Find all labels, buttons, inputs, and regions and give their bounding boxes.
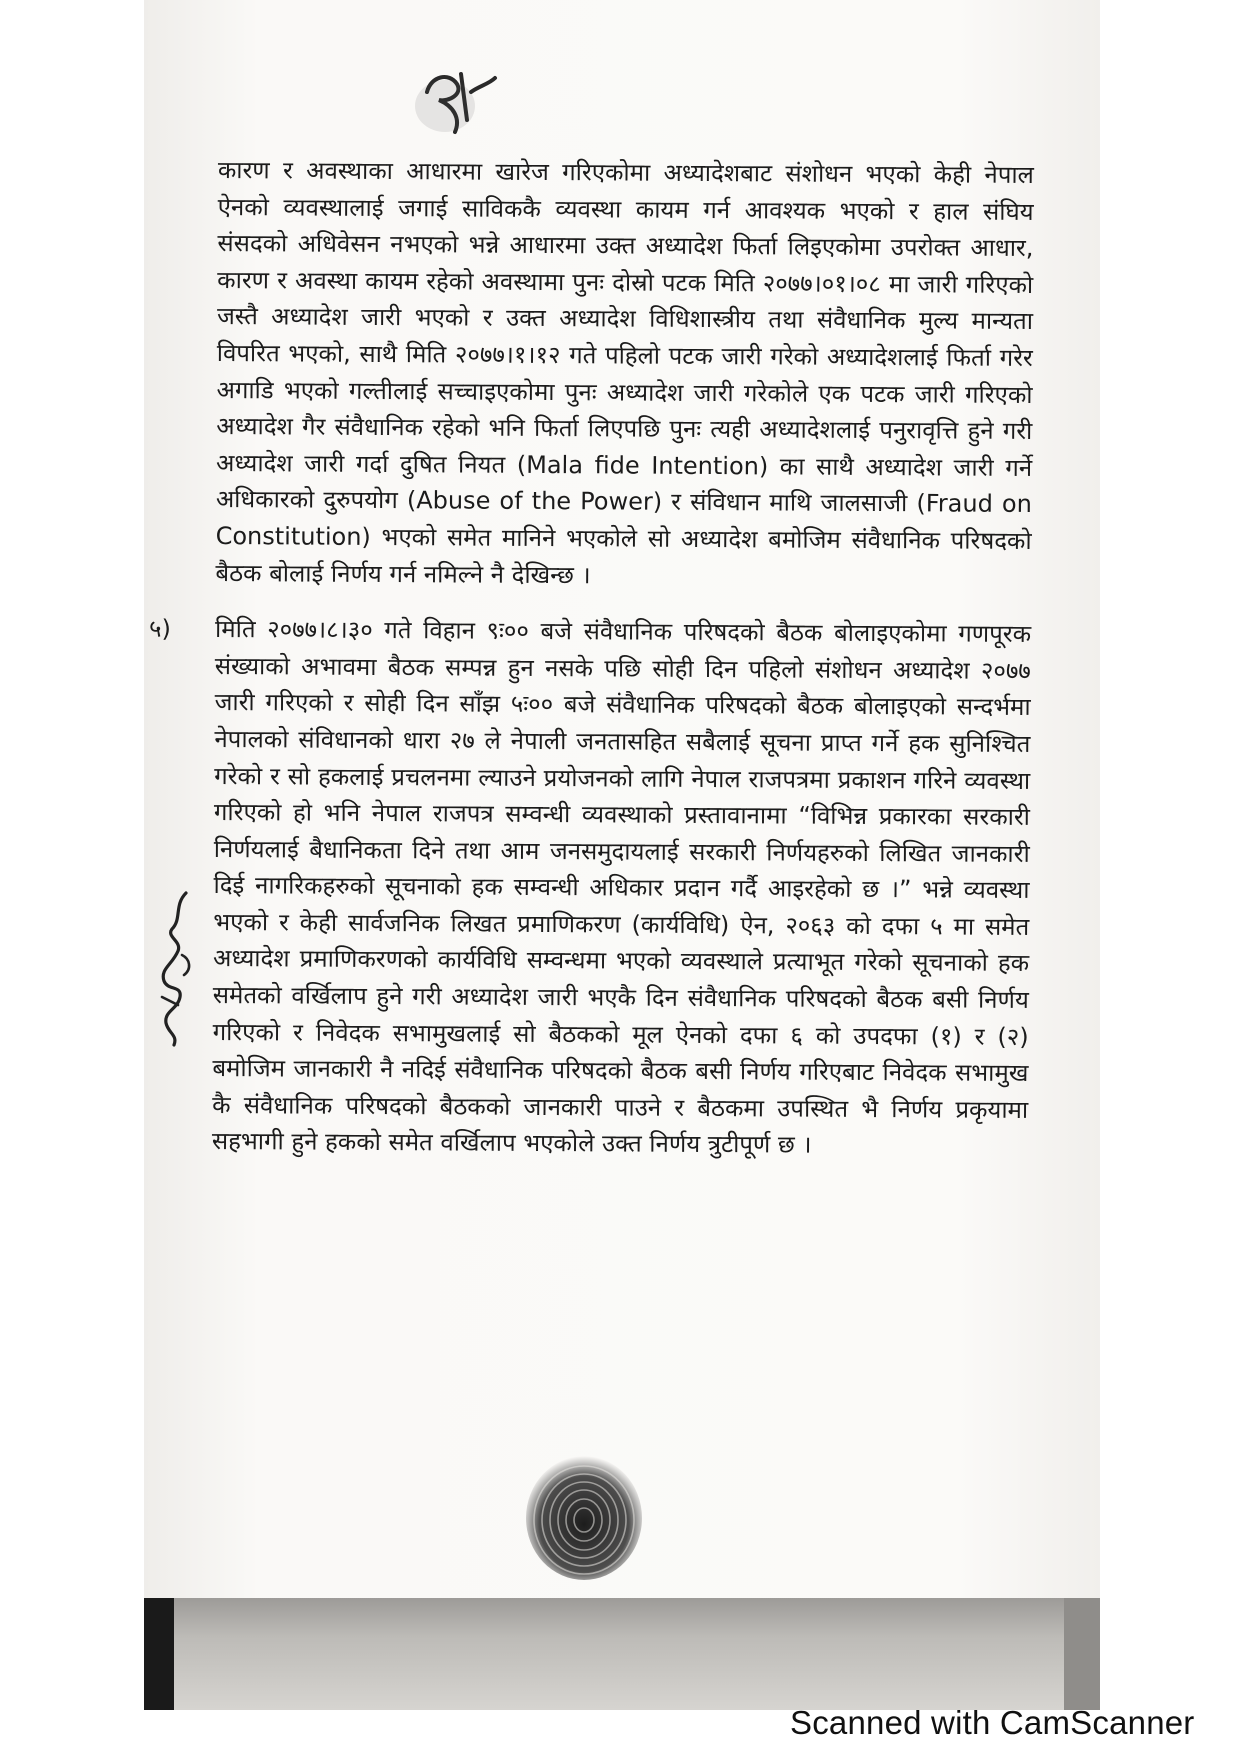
paragraph-number: ५) [149, 614, 172, 643]
paragraph-continued: कारण र अवस्थाका आधारमा खारेज गरिएकोमा अध्यादेशबाट संशोधन भएको केही नेपाल ऐनको व्यवस्थालाई जगाई साविककै व्यवस्था कायम गर्न आवश्यक भएको र हाल संघिय संसदको अधिवेसन नभएको भन्ने आधारमा उक्त अध्यादेश फिर्ता लिइएकोमा उपरोक्त आधार, कारण र अवस्था कायम रहेको अवस्थामा पुनः दोस्रो पटक मिति २०७७।०१।०८ मा जारी गरिएको जस्तै अध्यादेश जारी भएको र उक्त अध्यादेश विधिशास्त्रीय तथा संवैधानिक मुल्य मान्यता विपरित भएको, साथै मिति २०७७।१।१२ गते पहिलो पटक जारी गरेको अध्यादेशलाई फिर्ता गरेर अगाडि भएको गल्तीलाई सच्चाइएकोमा पुनः अध्यादेश जारी गरेकोले एक पटक जारी गरिएको अध्यादेश गैर संवैधानिक रहेको भनि फिर्ता लिएपछि पुनः त्यही अध्यादेशलाई पनुरावृत्ति हुने गरी अध्यादेश जारी गर्दा दुषित नियत (Mala fide Intention) का साथै अध्यादेश जारी गर्ने अधिकारको दुरुपयोग (Abuse of the Power) र संविधान माथि जालसाजी (Fraud on Constitution) भएको समेत मानिने भएकोले सो अध्यादेश बमोजिम संवैधानिक परिषदको बैठक बोलाई निर्णय गर्न नमिल्ने नै देखिन्छ । [215, 155, 1034, 589]
margin-signature-initials [152, 885, 204, 1055]
scan-shadow-right [1064, 1598, 1100, 1710]
camscanner-watermark: Scanned with CamScanner [790, 1704, 1195, 1741]
underlying-paper-sheet [144, 1598, 1100, 1710]
paragraph-text: मिति २०७७।८।३० गते विहान ९ः०० बजे संवैधानिक परिषदको बैठक बोलाइएकोमा गणपूरक संख्याको अभावमा बैठक सम्पन्न हुन नसके पछि सोही दिन पहिलो संशोधन अध्यादेश २०७७ जारी गरिएको र सोही दिन साँझ ५ः०० बजे संवैधानिक परिषदको बैठक बोलाइएको सन्दर्भमा नेपालको संविधानको धारा २७ ले नेपाली जनतासहित सबैलाई सूचना प्राप्त गर्ने हक सुनिश्चित गरेको र सो हकलाई प्रचलनमा ल्याउने प्रयोजनको लागि नेपाल राजपत्रमा प्रकाशन गरिने व्यवस्था गरिएको हो भनि नेपाल राजपत्र सम्वन्धी व्यवस्थाको प्रस्तावानामा “विभिन्न प्रकारका सरकारी निर्णयलाई बैधानिकता दिने तथा आम जनसमुदायलाई सरकारी निर्णयहरुको लिखित जानकारी दिई नागरिकहरुको सूचनाको हक सम्वन्धी अधिकार प्रदान गर्दै आइरहेको छ ।” भन्ने व्यवस्था भएको र केही सार्वजनिक लिखत प्रमाणिकरण (कार्यविधि) ऐन, २०६३ को दफा ५ मा समेत अध्यादेश प्रमाणिकरणको कार्यविधि सम्वन्धमा भएको व्यवस्थाले प्रत्याभूत गरेको सूचनाको हक समेतको वर्खिलाप हुने गरी अध्यादेश जारी भएकै दिन संवैधानिक परिषदको बैठक बसी निर्णय गरिएको र निवेदक सभामुखलाई सो बैठकको मूल ऐनको दफा ६ को उपदफा (१) र (२) बमोजिम जानकारी नै नदिई संवैधानिक परिषदको बैठक बसी निर्णय गरिएबाट निवेदक सभामुख कै संवैधानिक परिषदको बैठकको जानकारी पाउने र बैठकमा उपस्थित भै निर्णय प्रकृयामा सहभागी हुने हकको समेत वर्खिलाप भएकोले उक्त निर्णय त्रुटीपूर्ण छ । [211, 615, 1032, 1160]
thumbprint-impression [519, 1448, 649, 1583]
scan-dark-edge [144, 1598, 174, 1710]
paragraph-5 [149, 611, 1032, 1165]
handwritten-page-number [409, 62, 499, 142]
document-body [149, 152, 1034, 1165]
scanned-page [144, 0, 1100, 1710]
